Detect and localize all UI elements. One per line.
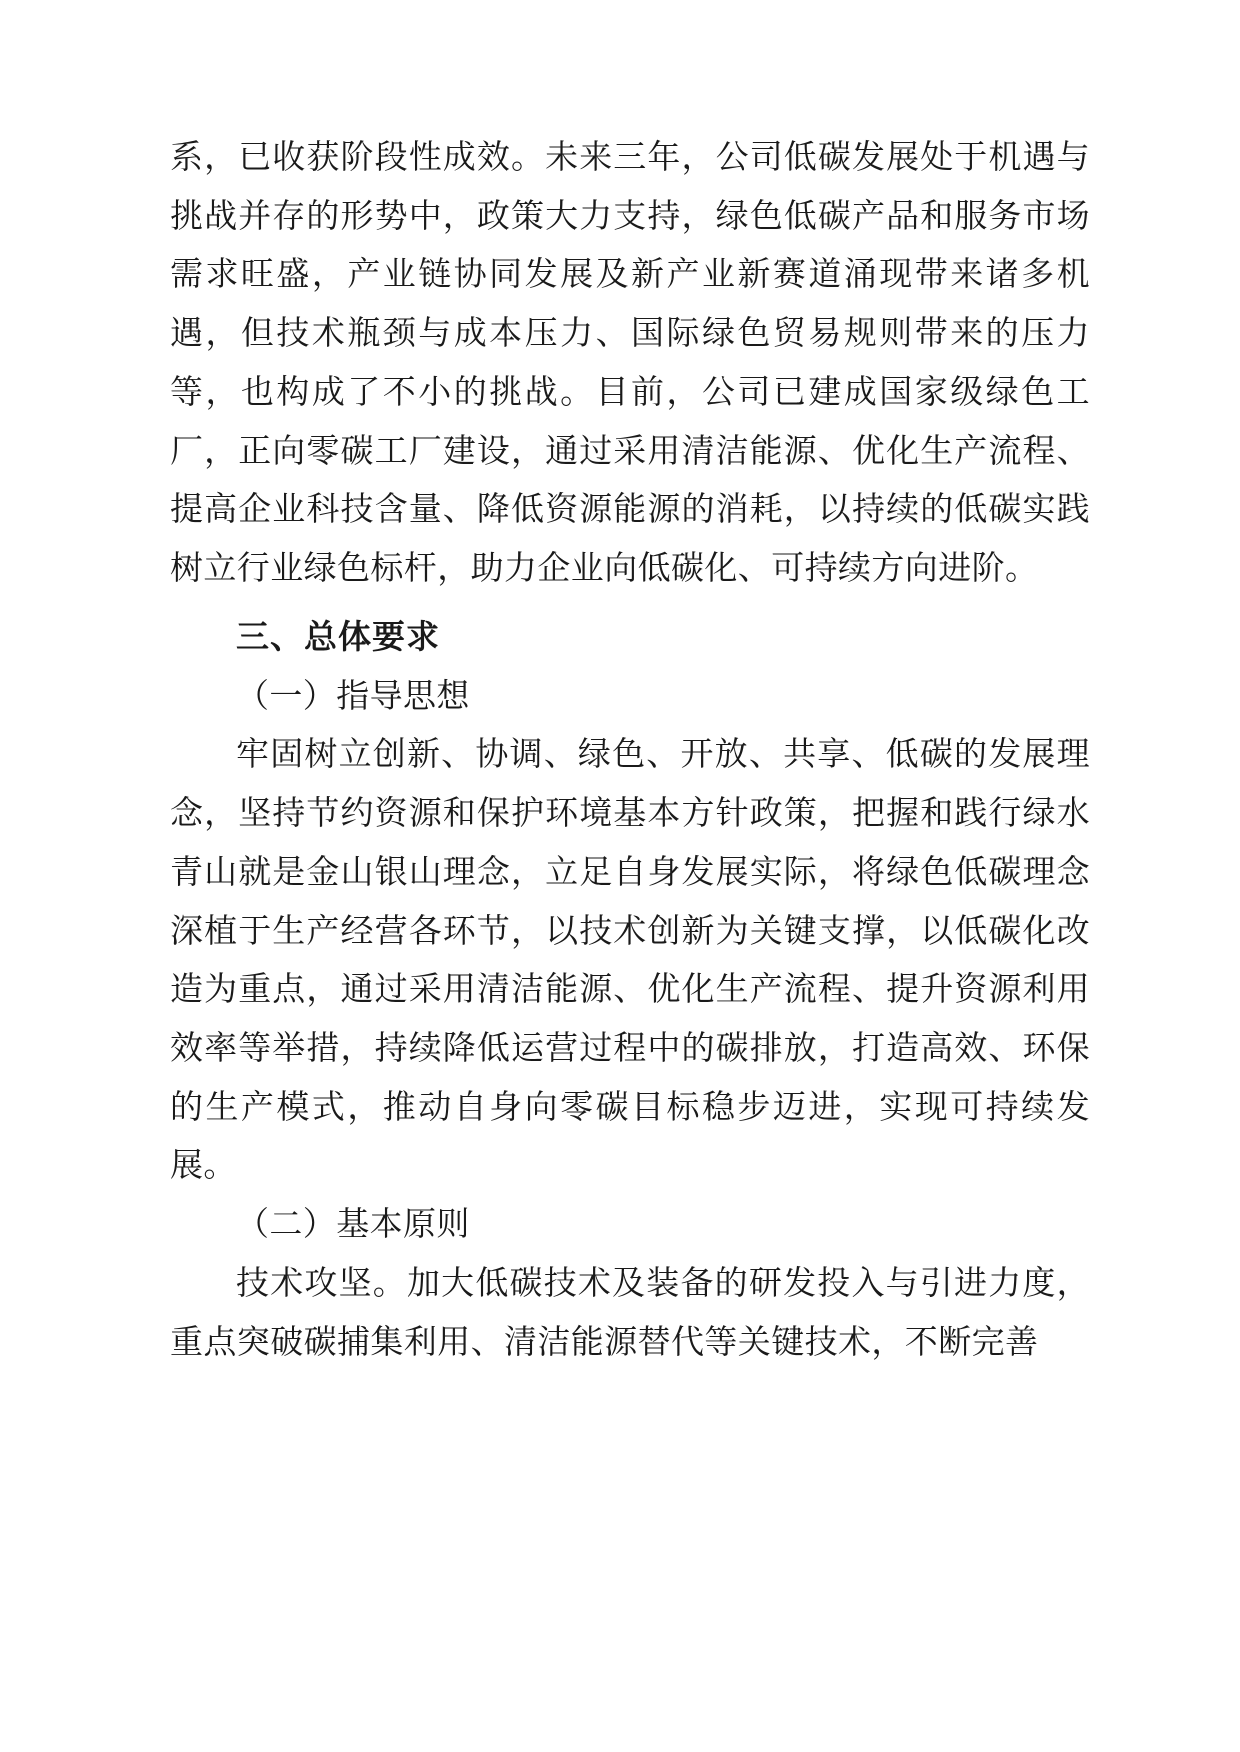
- paragraph-guiding-ideology-body: 牢固树立创新、协调、绿色、开放、共享、低碳的发展理念，坚持节约资源和保护环境基本方针政策，把握和践行绿水青山就是金山银山理念，立足自身发展实际，将绿色低碳理念深植于生产经营各环节，以技术创新为关键支撑，以低碳化改造为重点，通过采用清洁能源、优化生产流程、提升资源利用效率等举措，持续降低运营过程中的碳排放，打造高效、环保的生产模式，推动自身向零碳目标稳步迈进，实现可持续发展。: [170, 734, 1090, 1185]
- document-body: [170, 128, 1090, 1371]
- subheading-guiding-ideology: （一）指导思想: [236, 675, 470, 715]
- paragraph-continued-low-carbon-status: 系，已收获阶段性成效。未来三年，公司低碳发展处于机遇与挑战并存的形势中，政策大力支持，绿色低碳产品和服务市场需求旺盛，产业链协同发展及新产业新赛道涌现带来诸多机遇，但技术瓶颈与成本压力、国际绿色贸易规则带来的压力等，也构成了不小的挑战。目前，公司已建成国家级绿色工厂，正向零碳工厂建设，通过采用清洁能源、优化生产流程、提高企业科技含量、降低资源能源的消耗，以持续的低碳实践树立行业绿色标杆，助力企业向低碳化、可持续方向进阶。: [170, 137, 1090, 588]
- paragraph-technology-breakthrough: 技术攻坚。加大低碳技术及装备的研发投入与引进力度，重点突破碳捕集利用、清洁能源替代等关键技术，不断完善: [170, 1262, 1090, 1361]
- section-heading-overall-requirements: 三、总体要求: [236, 616, 440, 656]
- subheading-basic-principles: （二）基本原则: [236, 1204, 470, 1244]
